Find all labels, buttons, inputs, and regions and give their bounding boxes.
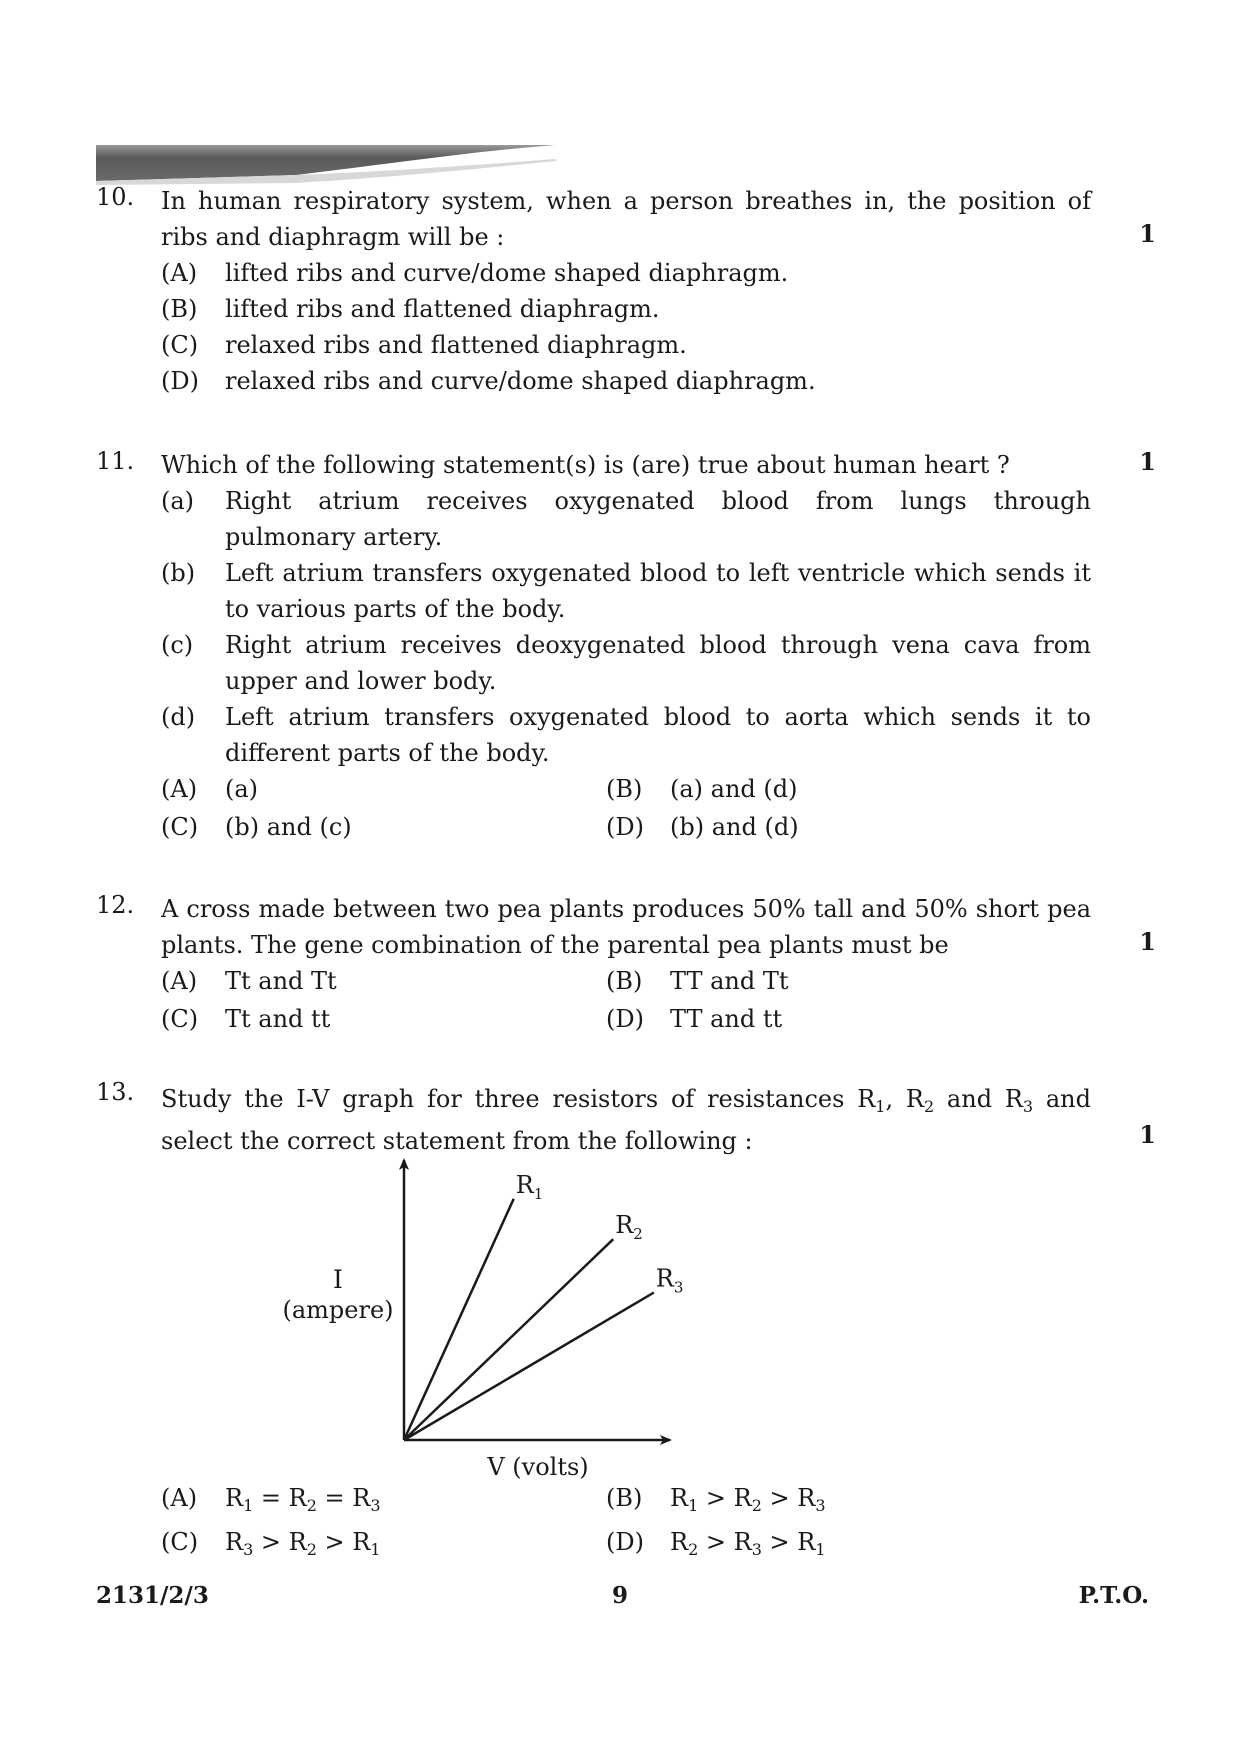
option-label: (C) (161, 1528, 199, 1556)
statement-text: Left atrium transfers oxygenated blood to left ventricle which sends it to various parts of the body. (225, 559, 1091, 623)
option-label: (D) (606, 813, 644, 841)
option-row (161, 963, 1156, 1001)
option-row (161, 1480, 1156, 1524)
question-10 (96, 183, 1156, 399)
statement-label: (c) (161, 631, 194, 659)
statement-label: (d) (161, 703, 196, 731)
option-text: Tt and tt (225, 1005, 331, 1033)
resistor-line-3 (404, 1293, 654, 1440)
option (606, 1001, 782, 1037)
question-12 (96, 891, 1156, 1039)
option-label: (A) (161, 259, 198, 287)
option (161, 363, 1156, 399)
option-label: (A) (161, 775, 198, 803)
marks: 1 (1139, 927, 1156, 956)
question-text-part: , R (885, 1085, 924, 1113)
question-number: 13. (96, 1078, 135, 1106)
resistor-label-1: $R_1$ (515, 1170, 544, 1203)
question-number: 11. (96, 447, 135, 475)
option-label: (B) (606, 1484, 643, 1512)
option-text: lifted ribs and flattened diaphragm. (225, 295, 660, 323)
option (606, 1480, 826, 1516)
option-label: (C) (161, 331, 199, 359)
statement (161, 699, 1156, 771)
option-text: Tt and Tt (225, 967, 337, 995)
subscript: 3 (1022, 1097, 1034, 1116)
question-text: A cross made between two pea plants produces 50% tall and 50% short pea plants. The gene combination of the parental pea plants must be (161, 895, 1091, 959)
statement (161, 627, 1156, 699)
option-label: (D) (606, 1528, 644, 1556)
option-label: (B) (606, 967, 643, 995)
option (606, 809, 799, 845)
option-text: (b) and (c) (225, 813, 352, 841)
pto-label: P.T.O. (1078, 1582, 1149, 1609)
subscript: 1 (875, 1097, 886, 1116)
option-text: (a) and (d) (670, 775, 798, 803)
option-text: TT and Tt (670, 967, 789, 995)
option (161, 1001, 330, 1037)
option-text: (a) (225, 775, 259, 803)
statement (161, 555, 1156, 627)
option-text: lifted ribs and curve/dome shaped diaphragm. (225, 259, 789, 287)
option-label: (C) (161, 813, 199, 841)
option (161, 291, 1156, 327)
resistor-line-1 (404, 1199, 514, 1440)
page-number: 9 (612, 1582, 629, 1609)
option (161, 327, 1156, 363)
option (161, 963, 337, 999)
statement-text: Left atrium transfers oxygenated blood to aorta which sends it to different parts of the body. (225, 703, 1091, 767)
question-text: Which of the following statement(s) is (are) true about human heart ? (161, 451, 1010, 479)
option (161, 771, 258, 807)
option (161, 255, 1156, 291)
statement-text: Right atrium receives oxygenated blood from lungs through pulmonary artery. (225, 487, 1091, 551)
statement (161, 483, 1156, 555)
option-text: TT and tt (670, 1005, 783, 1033)
option-text: $R_1 = R_2 = R_3$ (225, 1484, 381, 1515)
option-text: (b) and (d) (670, 813, 799, 841)
option-label: (A) (161, 1484, 198, 1512)
marks: 1 (1139, 1120, 1156, 1149)
question-text: In human respiratory system, when a person breathes in, the position of ribs and diaphragm will be : (161, 187, 1091, 251)
iv-graph (270, 1150, 790, 1490)
statement-text: Right atrium receives deoxygenated blood through vena cava from upper and lower body. (225, 631, 1091, 695)
x-axis-label: V (volts) (487, 1453, 589, 1481)
question-text-part: Study the I-V graph for three resistors of resistances R (161, 1085, 876, 1113)
resistor-label-2: $R_2$ (615, 1211, 643, 1244)
question-number: 12. (96, 891, 135, 919)
option (161, 1524, 381, 1560)
option-label: (B) (606, 775, 643, 803)
statement-label: (b) (161, 559, 196, 587)
header-band (96, 145, 556, 185)
option (606, 771, 798, 807)
option-text: $R_2 > R_3 > R_1$ (670, 1528, 826, 1559)
option-text: relaxed ribs and flattened diaphragm. (225, 331, 687, 359)
option-label: (C) (161, 1005, 199, 1033)
option-row (161, 809, 1156, 847)
option-row (161, 1524, 1156, 1568)
marks: 1 (1139, 447, 1156, 476)
y-axis-label: I (333, 1265, 343, 1294)
paper-code: 2131/2/3 (96, 1582, 209, 1609)
option-label: (A) (161, 967, 198, 995)
question-text-part: and select the correct statement from the following : (161, 1085, 1091, 1155)
question-13-options (96, 1480, 1156, 1568)
question-text-part: and R (934, 1085, 1023, 1113)
option (161, 809, 352, 845)
resistor-label-3: $R_3$ (655, 1264, 684, 1297)
option-label: (B) (161, 295, 198, 323)
question-11 (96, 447, 1156, 847)
option (606, 1524, 826, 1560)
option (606, 963, 789, 999)
marks: 1 (1139, 219, 1156, 248)
subscript: 2 (923, 1097, 935, 1116)
statement-label: (a) (161, 487, 195, 515)
option-label: (D) (606, 1005, 644, 1033)
option-text: relaxed ribs and curve/dome shaped diaphragm. (225, 367, 816, 395)
option-row (161, 1001, 1156, 1039)
y-axis-label-unit: (ampere) (282, 1296, 394, 1324)
question-number: 10. (96, 183, 135, 211)
option-text: $R_3 > R_2 > R_1$ (225, 1528, 381, 1559)
option-row (161, 771, 1156, 809)
option (161, 1480, 381, 1516)
option-label: (D) (161, 367, 199, 395)
option-text: $R_1 > R_2 > R_3$ (670, 1484, 826, 1515)
resistor-line-2 (404, 1239, 613, 1440)
